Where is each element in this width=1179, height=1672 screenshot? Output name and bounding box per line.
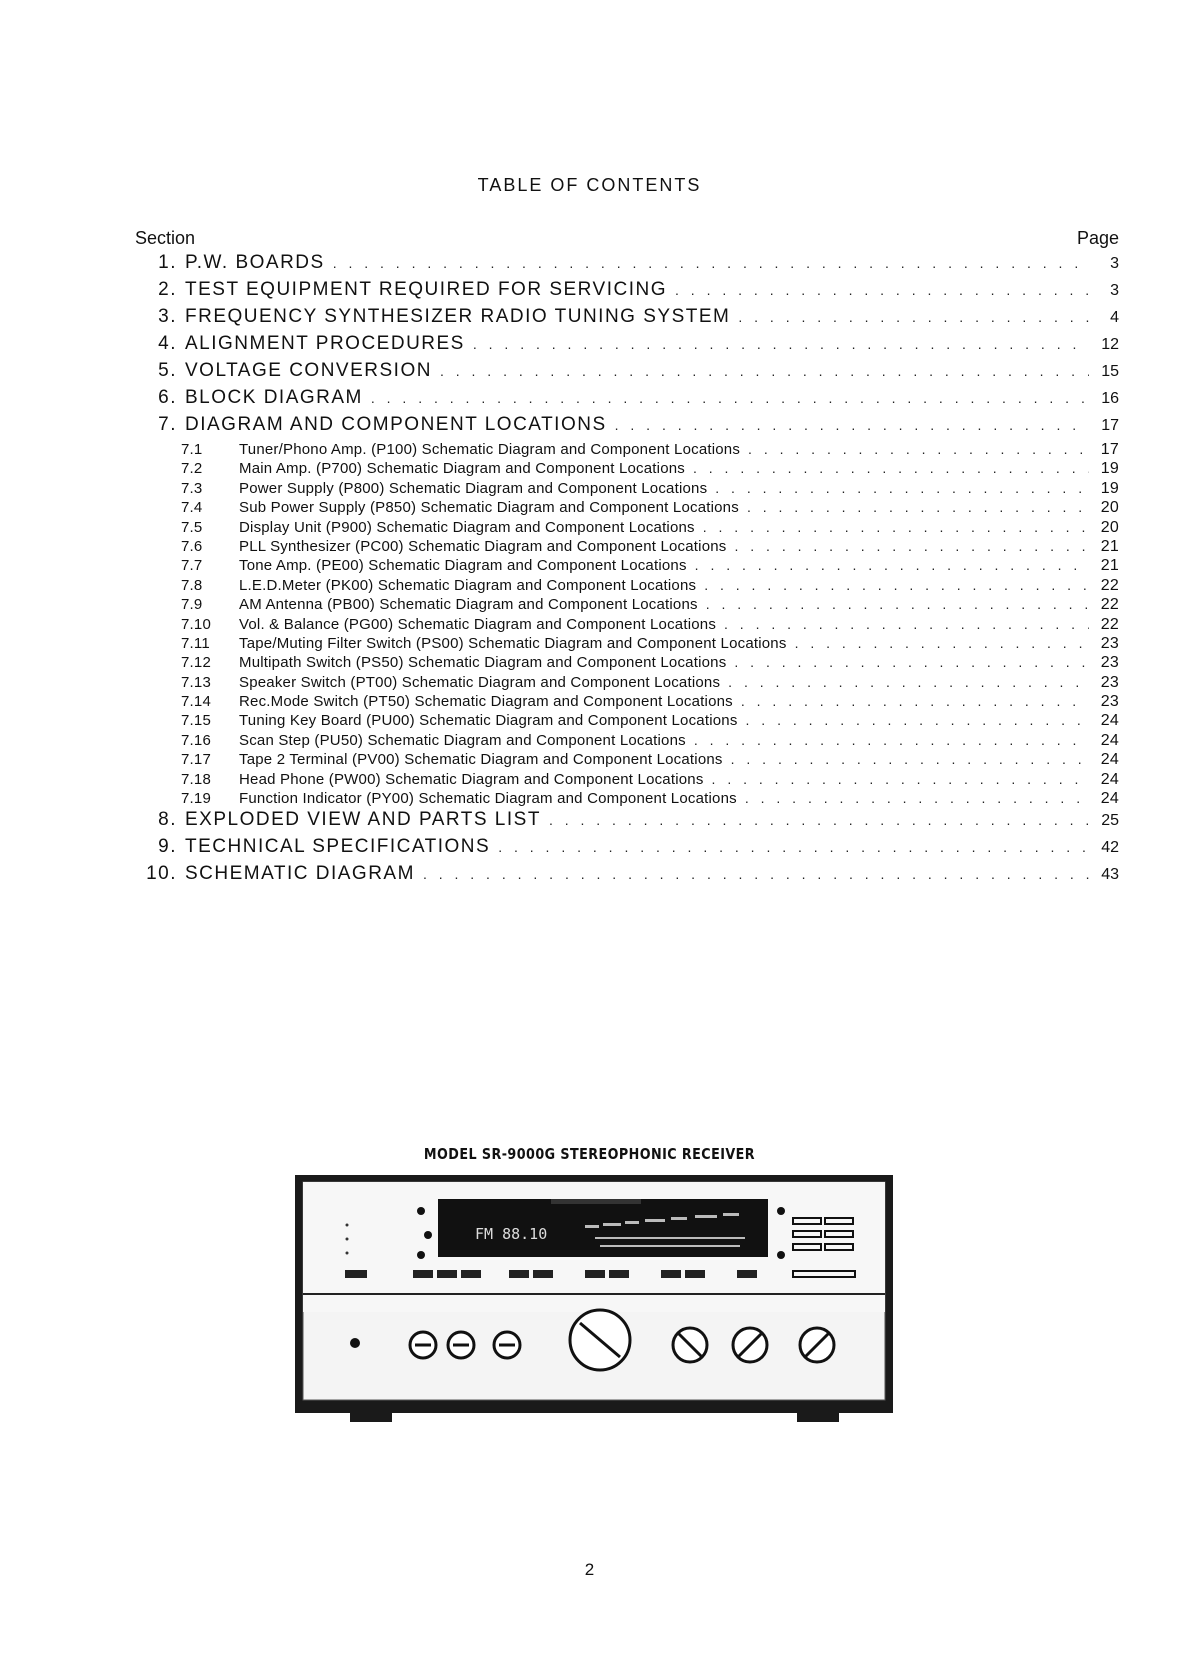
toc-entry-page: 21 [1100, 557, 1119, 575]
dot-leader [706, 596, 1089, 612]
toc-entry-number: 8. [158, 809, 177, 831]
toc-entry-page: 23 [1100, 673, 1119, 691]
toc-entry [135, 577, 1119, 596]
toc-entry-label: Tape 2 Terminal (PV00) Schematic Diagram and Component Locations [239, 751, 723, 769]
toc-entry [135, 732, 1119, 751]
toc-entry-page: 16 [1101, 390, 1119, 407]
dot-leader [747, 499, 1089, 515]
toc-entry [135, 863, 1119, 890]
toc-entry [135, 387, 1119, 414]
toc-entry-label: Function Indicator (PY00) Schematic Diagram and Component Locations [239, 790, 737, 808]
toc-entry-page: 23 [1100, 693, 1119, 711]
toc-entry-number: 7.8 [181, 576, 203, 594]
dot-leader [731, 751, 1089, 767]
dot-leader [473, 336, 1089, 352]
toc-entry [135, 557, 1119, 576]
receiver-photo [295, 1175, 895, 1425]
toc-entry [135, 279, 1119, 306]
toc-entry-number: 7.18 [181, 770, 211, 788]
dot-leader [498, 839, 1089, 855]
toc-entry-number: 7.15 [181, 712, 211, 730]
page-title: TABLE OF CONTENTS [477, 175, 702, 195]
toc-entry-label: Multipath Switch (PS50) Schematic Diagram and Component Locations [239, 654, 727, 672]
toc-entry-label: Power Supply (P800) Schematic Diagram and Component Locations [239, 479, 708, 497]
toc-entry-page: 23 [1100, 634, 1119, 652]
toc-entry-number: 7.16 [181, 731, 211, 749]
toc-entry-page: 4 [1110, 309, 1119, 326]
toc-entry-number: 7.3 [181, 479, 203, 497]
dot-leader [694, 732, 1089, 748]
toc-entry-label: L.E.D.Meter (PK00) Schematic Diagram and Component Locations [239, 576, 697, 594]
dot-leader [371, 390, 1089, 406]
toc-entry-page: 25 [1101, 812, 1119, 830]
toc-entry-number: 3. [158, 306, 177, 327]
toc-entry-label: Tuner/Phono Amp. (P100) Schematic Diagram and Component Locations [239, 441, 741, 458]
toc-entry-page: 24 [1100, 712, 1119, 730]
toc-entry-label: VOLTAGE CONVERSION [185, 360, 432, 381]
toc-entry-page: 43 [1101, 866, 1119, 884]
toc-entry [135, 519, 1119, 538]
toc-entry-label: Rec.Mode Switch (PT50) Schematic Diagram and Component Locations [239, 693, 733, 711]
toc-entry-label: Head Phone (PW00) Schematic Diagram and Component Locations [239, 770, 704, 788]
dot-leader [693, 460, 1089, 476]
toc-entry [135, 480, 1119, 499]
toc-entry [135, 538, 1119, 557]
toc-entry-page: 23 [1100, 654, 1119, 672]
toc-entry-label: Tape/Muting Filter Switch (PS00) Schematic Diagram and Component Locations [239, 634, 787, 652]
toc-entry-number: 7. [158, 414, 177, 435]
toc-entry-number: 2. [158, 279, 177, 300]
toc-entry-number: 7.6 [181, 537, 203, 555]
toc-entry-label: TEST EQUIPMENT REQUIRED FOR SERVICING [185, 279, 668, 300]
toc-entry [135, 441, 1119, 460]
toc-entry-number: 7.11 [181, 634, 210, 652]
dot-leader [695, 557, 1089, 573]
toc-entry-label: AM Antenna (PB00) Schematic Diagram and Component Locations [239, 596, 698, 614]
page-number: 2 [584, 1560, 595, 1579]
toc-entry-number: 7.5 [181, 518, 203, 536]
dot-leader [734, 538, 1089, 554]
toc-entry-number: 7.7 [181, 557, 203, 575]
display-frequency: FM 88.10 [475, 1225, 548, 1243]
toc-entry-number: 7.12 [181, 654, 211, 672]
toc-entry-number: 7.13 [181, 673, 211, 691]
toc-entry-label: DIAGRAM AND COMPONENT LOCATIONS [185, 414, 607, 435]
dot-leader [440, 363, 1089, 379]
toc-entry [135, 790, 1119, 809]
dot-leader [615, 417, 1089, 433]
toc-entry-number: 1. [158, 252, 177, 273]
toc-entry-page: 3 [1110, 255, 1119, 272]
toc-entry-label: ALIGNMENT PROCEDURES [185, 333, 465, 354]
toc-entry-number: 7.4 [181, 499, 203, 517]
toc-entry [135, 460, 1119, 479]
toc-entry-label: Scan Step (PU50) Schematic Diagram and Component Locations [239, 731, 686, 749]
toc-entry-page: 20 [1100, 518, 1119, 536]
toc-entry-label: Sub Power Supply (P850) Schematic Diagram and Component Locations [239, 499, 739, 517]
toc-entry [135, 674, 1119, 693]
toc-entry-number: 7.9 [181, 596, 203, 614]
dot-leader [549, 812, 1089, 828]
toc-entry-page: 19 [1100, 460, 1119, 478]
toc-entry-number: 7.19 [181, 790, 211, 808]
toc-entry [135, 414, 1119, 441]
figure-caption: MODEL SR-9000G STEREOPHONIC RECEIVER [423, 1145, 756, 1163]
dot-leader [748, 441, 1089, 457]
toc-entry-page: 20 [1100, 499, 1119, 517]
toc-entry-page: 12 [1101, 336, 1119, 353]
toc-entry-page: 24 [1100, 790, 1119, 808]
dot-leader [704, 577, 1089, 593]
toc-entry [135, 809, 1119, 836]
dot-leader [738, 309, 1089, 325]
toc-entry-number: 5. [158, 360, 177, 381]
toc-entry-number: 7.2 [181, 460, 203, 478]
toc-entry-label: Vol. & Balance (PG00) Schematic Diagram and Component Locations [239, 615, 717, 633]
dot-leader [333, 255, 1089, 271]
dot-leader [795, 635, 1089, 651]
dot-leader [724, 616, 1089, 632]
dot-leader [741, 693, 1089, 709]
toc-entry-label: SCHEMATIC DIAGRAM [185, 863, 415, 885]
toc-entry-page: 17 [1100, 441, 1119, 458]
toc-entry-page: 22 [1100, 596, 1119, 614]
toc-entry-page: 19 [1100, 479, 1119, 497]
toc-entry-page: 24 [1100, 751, 1119, 769]
dot-leader [715, 480, 1089, 496]
toc-entry-number: 4. [158, 333, 177, 354]
toc-entry [135, 360, 1119, 387]
toc-entry [135, 333, 1119, 360]
dot-leader [728, 674, 1089, 690]
toc-entry-number: 9. [158, 836, 177, 858]
toc-entry [135, 252, 1119, 279]
dot-leader [745, 790, 1089, 806]
toc-entry-page: 24 [1100, 770, 1119, 788]
toc-entry-number: 7.1 [181, 441, 203, 458]
toc-entry-label: PLL Synthesizer (PC00) Schematic Diagram and Component Locations [239, 537, 727, 555]
toc-entry-page: 3 [1110, 282, 1119, 299]
dot-leader [712, 771, 1089, 787]
toc-entry [135, 596, 1119, 615]
toc-entry-number: 7.14 [181, 693, 211, 711]
toc-entry [135, 771, 1119, 790]
dot-leader [703, 519, 1089, 535]
toc-entry-label: P.W. BOARDS [185, 252, 325, 273]
toc-entry-label: EXPLODED VIEW AND PARTS LIST [185, 809, 541, 831]
toc-entry-label: Tuning Key Board (PU00) Schematic Diagram and Component Locations [239, 712, 738, 730]
toc-entry-page: 15 [1101, 363, 1119, 380]
toc-entry-label: FREQUENCY SYNTHESIZER RADIO TUNING SYSTEM [185, 306, 731, 327]
toc-entry [135, 712, 1119, 731]
page-column-header: Page [1076, 228, 1119, 248]
toc-entry [135, 751, 1119, 770]
toc-entry-label: Display Unit (P900) Schematic Diagram and Component Locations [239, 518, 695, 536]
toc-entry-number: 6. [158, 387, 177, 408]
toc-entry-number: 10. [146, 863, 177, 885]
dot-leader [746, 712, 1089, 728]
toc-entry [135, 654, 1119, 673]
toc-entry-label: Tone Amp. (PE00) Schematic Diagram and Component Locations [239, 557, 687, 575]
toc-entry-page: 24 [1100, 731, 1119, 749]
toc-entry-page: 21 [1100, 537, 1119, 555]
dot-leader [675, 282, 1089, 298]
toc-entry [135, 499, 1119, 518]
toc-entry-label: Speaker Switch (PT00) Schematic Diagram and Component Locations [239, 673, 721, 691]
toc-entry [135, 306, 1119, 333]
dot-leader [734, 654, 1089, 670]
section-column-header: Section [135, 228, 196, 248]
toc-entry-label: BLOCK DIAGRAM [185, 387, 363, 408]
toc-entry-page: 22 [1100, 615, 1119, 633]
toc-entry [135, 693, 1119, 712]
toc-entry [135, 616, 1119, 635]
toc-entry-number: 7.17 [181, 751, 211, 769]
toc-entry-label: TECHNICAL SPECIFICATIONS [185, 836, 491, 858]
toc-entry-page: 17 [1101, 417, 1119, 434]
toc-entry-number: 7.10 [181, 615, 211, 633]
toc-entry-page: 22 [1100, 576, 1119, 594]
toc-entry [135, 635, 1119, 654]
toc-list [135, 252, 1119, 890]
dot-leader [423, 866, 1089, 882]
toc-entry-label: Main Amp. (P700) Schematic Diagram and Component Locations [239, 460, 685, 478]
toc-entry [135, 836, 1119, 863]
toc-entry-page: 42 [1101, 839, 1119, 857]
